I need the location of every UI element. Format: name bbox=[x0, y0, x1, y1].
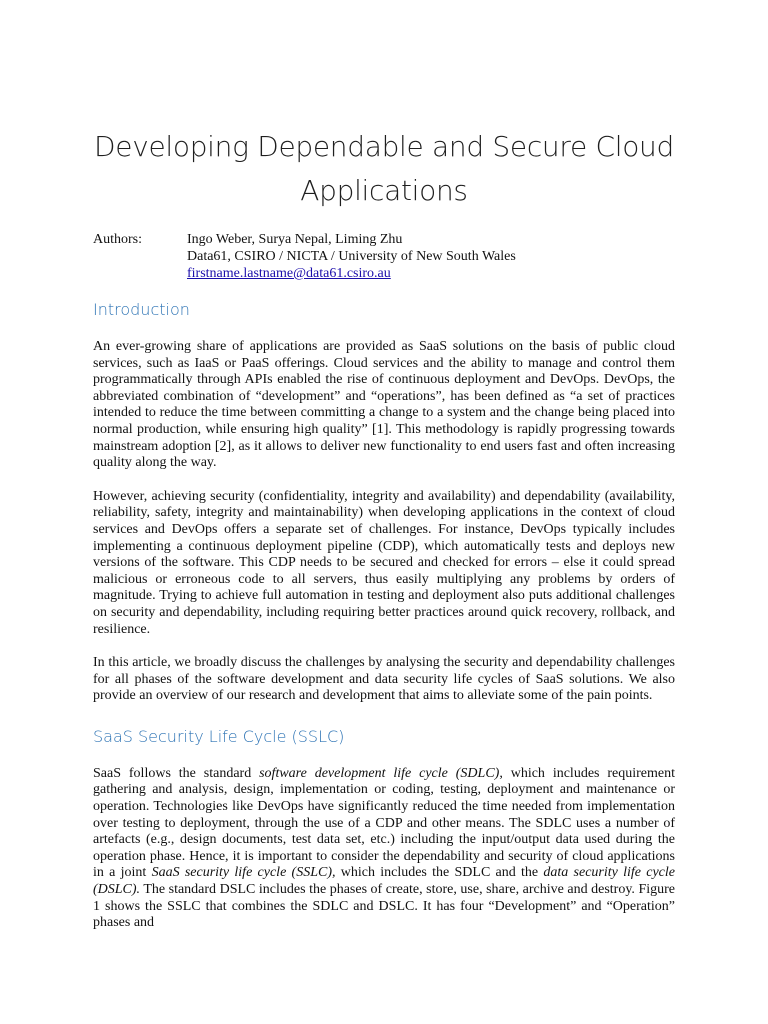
author-details bbox=[187, 231, 516, 282]
sslc-text-g: The standard DSLC includes the phases of create, store, use, share, archive and destroy. Figure 1 shows the SSLC that combines the SDLC and DSLC. It has four “Development” and “Operation” phases and bbox=[93, 882, 675, 931]
sslc-text-a: SaaS follows the standard bbox=[93, 765, 260, 781]
intro-paragraph-1: An ever-growing share of applications are provided as SaaS solutions on the basis of public cloud services, such as IaaS or PaaS offerings. Cloud services and the ability to manage and control them programmatically through APIs enabled the rise of continuous deployment and DevOps. DevOps, the abbreviated combination of “development” and “operations”, has been defined as “a set of practices intended to reduce the time between committing a change to a system and the change being placed into normal production, while ensuring high quality” [1]. This methodology is rapidly progressing towards mainstream adoption [2], as it allows to deliver new functionality to end users fast and often increasing quality along the way. bbox=[93, 339, 675, 471]
section-heading-sslc: SaaS Security Life Cycle (SSLC) bbox=[93, 726, 345, 746]
author-email-link[interactable]: firstname.lastname@data61.csiro.au bbox=[187, 266, 391, 281]
sslc-term-sslc: SaaS security life cycle (SSLC), bbox=[151, 865, 336, 881]
authors-label: Authors: bbox=[93, 232, 142, 247]
sslc-term-dslc: data security life cycle (DSLC). bbox=[93, 865, 676, 898]
paper-title: Developing Dependable and Secure Cloud Applications bbox=[94, 130, 674, 207]
author-affiliation: Data61, CSIRO / NICTA / University of New South Wales bbox=[187, 249, 516, 264]
intro-paragraph-2: However, achieving security (confidentiality, integrity and availability) and dependability (availability, reliability, safety, integrity and maintainability) when developing applications in the context of cloud services and DevOps offers a separate set of challenges. For instance, DevOps typically includes implementing a continuous deployment pipeline (CDP), which automatically tests and deploys new versions of the software. This CDP needs to be secured and checked for errors – else it could spread malicious or erroneous code to all servers, thus easily multiplying any problems by orders of magnitude. Trying to achieve full automation in testing and deployment also puts additional challenges on security and dependability, including requiring better practices around quick recovery, rollback, and resilience. bbox=[93, 488, 675, 637]
author-block bbox=[93, 231, 675, 282]
intro-paragraph-3: In this article, we broadly discuss the challenges by analysing the security and dependability challenges for all phases of the software development and data security life cycles of SaaS solutions. We also provide an overview of our research and development that aims to alleviate some of the pain points. bbox=[93, 655, 675, 704]
document-page bbox=[93, 0, 675, 932]
sslc-paragraph-1 bbox=[93, 766, 675, 932]
sslc-text-e: which includes the SDLC and the bbox=[335, 865, 544, 881]
sslc-text-c: , which includes requirement gathering and analysis, design, implementation or coding, testing, deployment and maintenance or operation. Technologies like DevOps have significantly reduced the time needed from implementation over testing to deployment, through the use of a CDP and other means. The SDLC uses a number of artefacts (e.g., design documents, test data set, etc.) including the input/output data used during the operation phase. Hence, it is important to consider the dependability and security of cloud applications in a joint bbox=[93, 765, 676, 881]
sslc-term-sdlc: software development life cycle (SDLC) bbox=[259, 765, 500, 781]
author-names: Ingo Weber, Surya Nepal, Liming Zhu bbox=[187, 232, 403, 247]
section-heading-introduction: Introduction bbox=[93, 300, 190, 319]
